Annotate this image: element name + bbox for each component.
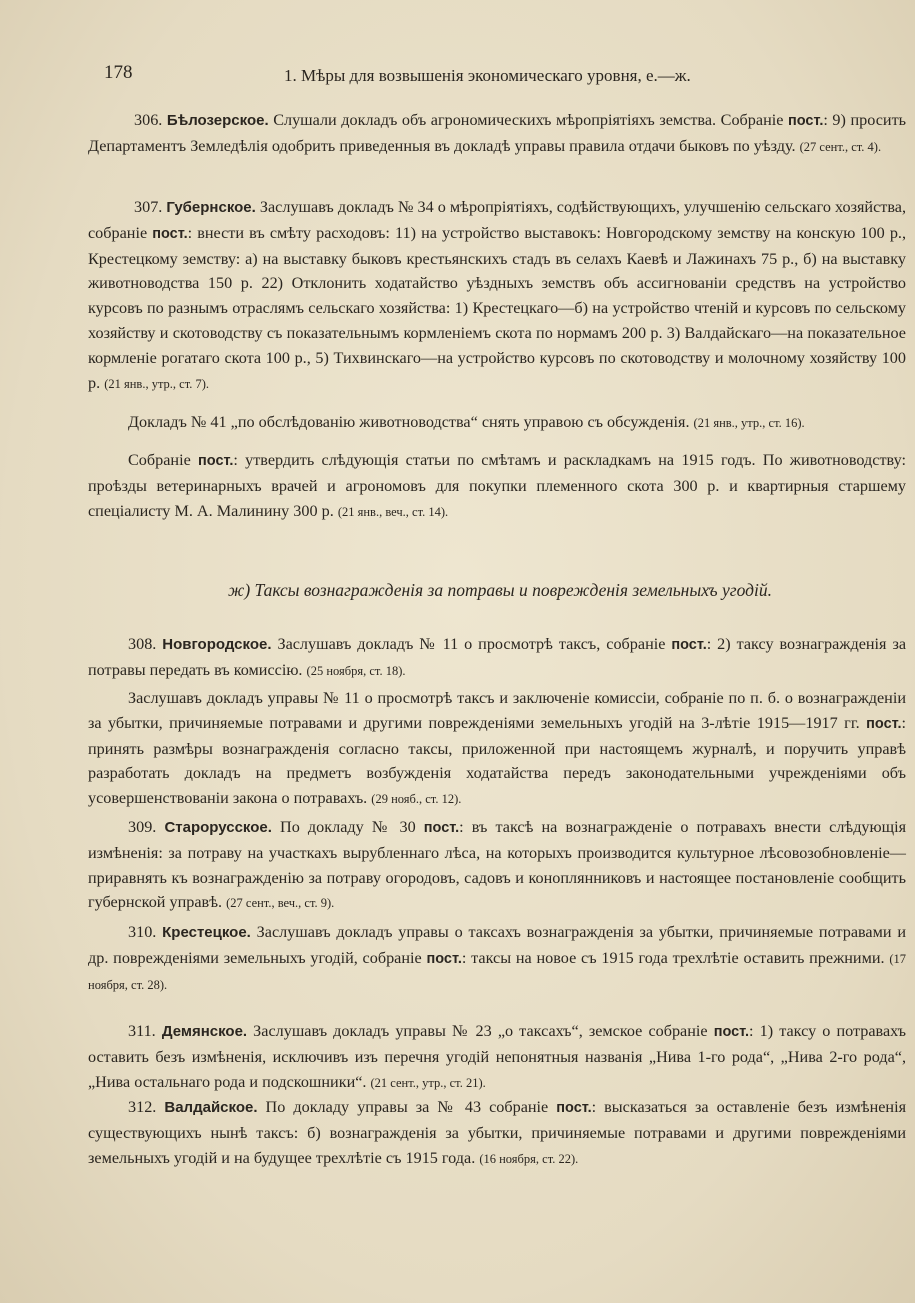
paragraph-text: Заслушавъ докладъ № 11 о просмотрѣ таксъ, собраніе bbox=[277, 635, 666, 653]
resolution-mark: пост. bbox=[152, 225, 188, 242]
paragraph-number: 311. bbox=[128, 1022, 156, 1040]
paragraph-text: : 2) таксу вознагражденія за потравы передать въ комиссію. bbox=[88, 635, 907, 679]
paragraph-number: 308. bbox=[128, 635, 157, 653]
paragraph-text: По докладу № 30 bbox=[280, 818, 416, 836]
source-reference: (27 сент., веч., ст. 9). bbox=[226, 896, 335, 911]
source-reference: (16 ноября, ст. 22). bbox=[479, 1151, 579, 1166]
paragraph-text: : внести въ смѣту расходовъ: 11) на устройство выставокъ: Новгородскому земству на конскую 100 р., Крестецкому земству: а) на выставку быковъ крестьянскихъ стадъ въ селахъ Каевѣ и Лажинахъ 75 р., б) на выставку животноводства 150 р. 22) Отклонить ходатайство уѣздныхъ земствъ объ ассигнованіи средствъ на устройство курсовъ по разнымъ отраслямъ сельскаго хозяйства: 1) Крестецкаго—б) на устройство чтеній и курсовъ по сельскому хозяйству и скотоводству съ показательнымъ кормленіемъ скота по нормамъ 200 р. 3) Валдайскаго—на показательное кормленіе рогатаго скота 100 р., 5) Тихвинскаго—на устройство курсовъ по скотоводству и молочному хозяйству 100 р. bbox=[88, 223, 907, 392]
source-reference: (21 янв., утр., ст. 16). bbox=[693, 416, 805, 430]
section-heading: ж) Таксы вознагражденія за потравы и поврежденія земельныхъ угодій. bbox=[228, 580, 772, 600]
paragraph-text: Слушали докладъ объ агрономическихъ мѣропріятіяхъ земства. Собраніе bbox=[273, 111, 784, 129]
paragraph-312 bbox=[88, 1095, 906, 1171]
paragraph-311 bbox=[88, 1019, 906, 1095]
resolution-mark: пост. bbox=[866, 715, 902, 732]
running-title: 1. Мѣры для возвышенія экономическаго уровня, е.—ж. bbox=[284, 66, 691, 85]
zemstvo-name: Крестецкое. bbox=[162, 924, 251, 941]
paragraph-text: : высказаться за оставленіе безъ измѣненія существующихъ нынѣ таксъ: б) вознагражденія за убытки, причиняемые потравами и другими поврежденіями земельныхъ угодій и на будущее трехлѣтіе съ 1915 года. bbox=[88, 1098, 907, 1167]
page-number: 178 bbox=[104, 62, 133, 83]
paragraph-number: 306. bbox=[134, 111, 163, 129]
paragraph-text: Заслушавъ докладъ № 34 о мѣропріятіяхъ, содѣйствующихъ, улучшенію сельскаго хозяйства, собраніе bbox=[88, 198, 906, 242]
resolution-mark: пост. bbox=[198, 453, 234, 469]
paragraph-310 bbox=[88, 920, 906, 997]
paragraph-text: Докладъ № 41 „по обслѣдованію животноводства“ снять управою съ обсужденія. bbox=[128, 413, 690, 431]
zemstvo-name: Старорусское. bbox=[164, 819, 272, 836]
zemstvo-name: Демянское. bbox=[161, 1023, 248, 1040]
paragraph-text: : въ таксѣ на вознагражденіе о потравахъ внести слѣдующія измѣненія: за потраву на участкахъ вырубленнаго лѣса, на которыхъ производится культурное лѣсовозобновленіе—приравнять къ вознагражденію за потраву огородовъ, садовъ и коноплянниковъ и настоящее постановленіе сообщить губернской управѣ. bbox=[88, 818, 907, 912]
resolution-mark: пост. bbox=[788, 113, 824, 129]
resolution-mark: пост. bbox=[713, 1024, 750, 1040]
paragraph-text: Собраніе bbox=[128, 451, 191, 469]
source-reference: (21 янв., утр., ст. 7). bbox=[104, 376, 210, 391]
paragraph-number: 312. bbox=[128, 1098, 157, 1116]
paragraph-text: : принять размѣры вознагражденія согласно таксы, приложенной при настоящемъ журналѣ, и поручить управѣ разработать докладъ на предметъ возбужденія ходатайства передъ законодательными учрежденіями объ усовершенствованіи закона о потравахъ. bbox=[88, 713, 906, 808]
resolution-mark: пост. bbox=[423, 820, 460, 836]
source-reference: (21 сент., утр., ст. 21). bbox=[370, 1075, 486, 1090]
paragraph-307 bbox=[88, 195, 906, 396]
paragraph-307-budget bbox=[88, 448, 906, 524]
paragraph-308-commission bbox=[88, 686, 906, 812]
source-reference: (17 ноября, ст. 28). bbox=[88, 951, 907, 992]
paragraph-307-report-41 bbox=[88, 410, 906, 436]
paragraph-text: : 1) таксу о потравахъ оставить безъ измѣненія, исключивъ изъ перечня угодій непонятныя названія „Нива 1-го рода“, „Нива 2-го рода“, „Нива остальнаго рода и подскошники“. bbox=[88, 1022, 906, 1091]
paragraph-308 bbox=[88, 632, 906, 684]
resolution-mark: пост. bbox=[426, 950, 462, 967]
paragraph-text: : утвердить слѣдующія статьи по смѣтамъ и раскладкамъ на 1915 годъ. По животноводству: проѣзды ветеринарныхъ врачей и агрономовъ для покупки племенного скота 300 р. и квартирныя старшему спеціалисту М. А. Малинину 300 р. bbox=[88, 451, 907, 520]
paragraph-number: 309. bbox=[128, 818, 157, 836]
resolution-mark: пост. bbox=[671, 637, 707, 653]
source-reference: (21 янв., веч., ст. 14). bbox=[337, 504, 449, 519]
source-reference: (25 ноября, ст. 18). bbox=[306, 663, 406, 678]
paragraph-text: Заслушавъ докладъ управы № 23 „о таксахъ“, земское собраніе bbox=[253, 1022, 708, 1040]
paragraph-number: 310. bbox=[128, 923, 157, 941]
source-reference: (29 нояб., ст. 12). bbox=[371, 792, 462, 807]
source-reference: (27 сент., ст. 4). bbox=[799, 139, 882, 154]
zemstvo-name: Губернское. bbox=[166, 199, 256, 216]
resolution-mark: пост. bbox=[556, 1100, 592, 1116]
paragraph-text: : таксы на новое съ 1915 года трехлѣтіе оставить прежними. bbox=[461, 948, 885, 967]
paragraph-text: Заслушавъ докладъ управы о таксахъ вознагражденія за убытки, причиняемые потравами и др. поврежденіями земельныхъ угодій, собраніе bbox=[88, 923, 906, 967]
zemstvo-name: Валдайское. bbox=[164, 1099, 258, 1116]
zemstvo-name: Бѣлозерское. bbox=[166, 112, 269, 129]
paragraph-text: Заслушавъ докладъ управы № 11 о просмотрѣ таксъ и заключеніе комиссіи, собраніе по п. б. о вознагражденіи за убытки, причиняемые потравами и другими поврежденіями земельныхъ угодій на 3-лѣтіе 1915—1917 гг. bbox=[88, 689, 906, 732]
paragraph-309 bbox=[88, 815, 906, 916]
page-header bbox=[104, 62, 744, 92]
paragraph-306 bbox=[88, 108, 906, 160]
paragraph-number: 307. bbox=[134, 198, 163, 216]
paragraph-text: По докладу управы за № 43 собраніе bbox=[265, 1098, 549, 1116]
paragraph-text: : 9) просить Департаментъ Земледѣлія одобрить приведенныя въ докладѣ управы правила отдачи быковъ по уѣзду. bbox=[88, 111, 907, 155]
zemstvo-name: Новгородское. bbox=[162, 636, 272, 653]
